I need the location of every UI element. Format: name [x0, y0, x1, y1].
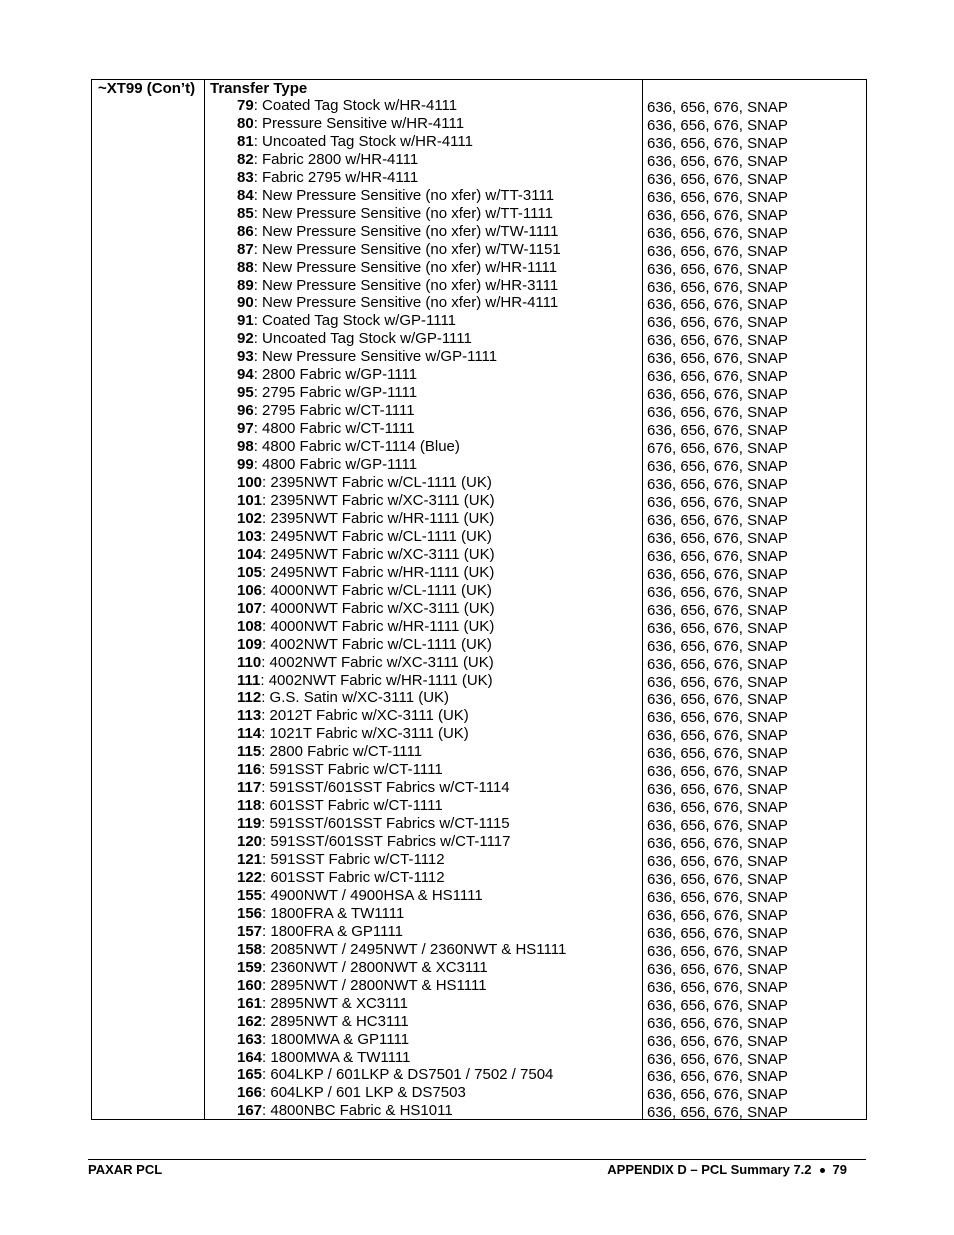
transfer-type-item: [237, 277, 566, 295]
models-value: 636, 656, 676, SNAP: [647, 942, 788, 960]
transfer-type-number: 159: [237, 958, 263, 976]
transfer-type-item: [237, 1013, 566, 1031]
transfer-type-description: : Coated Tag Stock w/HR-4111: [253, 97, 458, 114]
transfer-type-description: : Uncoated Tag Stock w/GP-1111: [253, 330, 472, 348]
transfer-type-item: [237, 97, 566, 115]
transfer-type-description: : G.S. Satin w/XC-3111 (UK): [261, 689, 450, 707]
transfer-type-description: : Pressure Sensitive w/HR-4111: [253, 114, 465, 132]
transfer-type-number: 121: [237, 851, 263, 869]
transfer-type-number: 99: [237, 456, 254, 474]
models-value: 636, 656, 676, SNAP: [647, 835, 788, 853]
transfer-type-item: [237, 294, 566, 312]
column-divider: [204, 80, 205, 1119]
models-value: 636, 656, 676, SNAP: [647, 583, 788, 601]
transfer-type-number: 83: [237, 168, 254, 186]
transfer-type-description: : New Pressure Sensitive (no xfer) w/TT-1111: [253, 204, 553, 222]
transfer-type-number: 89: [237, 276, 254, 294]
transfer-type-number: 92: [237, 330, 254, 348]
transfer-type-description: : 1021T Fabric w/XC-3111 (UK): [261, 725, 469, 743]
transfer-type-number: 91: [237, 312, 254, 330]
models-value: 636, 656, 676, SNAP: [647, 709, 788, 727]
transfer-type-description: : 591SST/601SST Fabrics w/CT-1115: [261, 815, 510, 833]
models-value: 636, 656, 676, SNAP: [647, 170, 788, 188]
models-value: 636, 656, 676, SNAP: [647, 224, 788, 242]
footer-right: [607, 1162, 847, 1177]
models-value: 676, 656, 676, SNAP: [647, 440, 788, 458]
transfer-type-description: : 601SST Fabric w/CT-1112: [262, 868, 445, 886]
models-value: 636, 656, 676, SNAP: [647, 134, 788, 152]
models-value: 636, 656, 676, SNAP: [647, 278, 788, 296]
transfer-type-number: 158: [237, 940, 263, 958]
bullet-icon: [820, 1168, 825, 1173]
transfer-type-item: [237, 725, 566, 743]
transfer-type-number: 112: [237, 689, 262, 707]
transfer-type-description: : 2800 Fabric w/GP-1111: [253, 366, 418, 384]
transfer-type-item: [237, 420, 566, 438]
transfer-type-item: [237, 169, 566, 187]
transfer-type-item: [237, 959, 566, 977]
transfer-type-item: [237, 133, 566, 151]
models-value: 636, 656, 676, SNAP: [647, 350, 788, 368]
models-value: 636, 656, 676, SNAP: [647, 368, 788, 386]
transfer-type-number: 101: [237, 491, 263, 509]
models-value: 636, 656, 676, SNAP: [647, 978, 788, 996]
transfer-type-number: 107: [237, 599, 263, 617]
transfer-type-number: 109: [237, 635, 263, 653]
transfer-type-number: 97: [237, 420, 254, 438]
models-value: 636, 656, 676, SNAP: [647, 817, 788, 835]
models-value: 636, 656, 676, SNAP: [647, 404, 788, 422]
transfer-type-number: 96: [237, 402, 254, 420]
models-value: 636, 656, 676, SNAP: [647, 1086, 788, 1104]
transfer-type-number: 118: [237, 797, 262, 815]
transfer-type-item: [237, 923, 566, 941]
page-number: 79: [832, 1162, 847, 1177]
transfer-type-description: : New Pressure Sensitive (no xfer) w/HR-4111: [253, 294, 559, 312]
transfer-type-description: : Coated Tag Stock w/GP-1111: [253, 312, 457, 330]
transfer-type-item: [237, 1102, 566, 1120]
transfer-type-description: : New Pressure Sensitive (no xfer) w/HR-3111: [253, 276, 559, 294]
transfer-type-description: : 4800 Fabric w/CT-1114 (Blue): [253, 438, 460, 456]
transfer-type-description: : 591SST Fabric w/CT-1111: [261, 761, 443, 779]
transfer-type-description: : 1800FRA & GP1111: [262, 922, 403, 940]
transfer-type-number: 162: [237, 1012, 263, 1030]
transfer-type-number: 94: [237, 366, 254, 384]
transfer-type-item: [237, 618, 566, 636]
models-value: 636, 656, 676, SNAP: [647, 296, 788, 314]
transfer-type-number: 157: [237, 922, 263, 940]
transfer-type-item: [237, 600, 566, 618]
models-value: 636, 656, 676, SNAP: [647, 458, 788, 476]
transfer-type-number: 122: [237, 868, 263, 886]
transfer-type-number: 119: [237, 815, 262, 833]
transfer-type-number: 86: [237, 222, 254, 240]
transfer-type-description: : 4800 Fabric w/GP-1111: [253, 456, 418, 474]
transfer-type-number: 115: [237, 743, 262, 761]
transfer-type-number: 111: [237, 671, 261, 689]
models-value: 636, 656, 676, SNAP: [647, 781, 788, 799]
transfer-type-number: 166: [237, 1084, 263, 1102]
summary-table: [91, 79, 867, 1120]
transfer-type-item: [237, 205, 566, 223]
transfer-type-description: : 4002NWT Fabric w/CL-1111 (UK): [262, 635, 492, 653]
transfer-type-description: : 2495NWT Fabric w/CL-1111 (UK): [262, 527, 492, 545]
transfer-type-item: [237, 348, 566, 366]
transfer-type-number: 80: [237, 114, 254, 132]
models-value: 636, 656, 676, SNAP: [647, 727, 788, 745]
transfer-type-number: 102: [237, 509, 263, 527]
transfer-type-item: [237, 456, 566, 474]
transfer-type-description: : New Pressure Sensitive (no xfer) w/TW-1151: [253, 240, 561, 258]
transfer-type-number: 95: [237, 384, 254, 402]
models-value: 636, 656, 676, SNAP: [647, 529, 788, 547]
transfer-type-number: 114: [237, 725, 262, 743]
transfer-type-description: : Uncoated Tag Stock w/HR-4111: [253, 132, 473, 150]
models-list: [647, 99, 788, 1122]
transfer-type-number: 120: [237, 833, 263, 851]
transfer-type-number: 113: [237, 707, 262, 725]
transfer-type-description: : 4000NWT Fabric w/XC-3111 (UK): [262, 599, 495, 617]
models-value: 636, 656, 676, SNAP: [647, 691, 788, 709]
transfer-type-number: 117: [237, 779, 262, 797]
models-value: 636, 656, 676, SNAP: [647, 655, 788, 673]
transfer-type-number: 90: [237, 294, 254, 312]
models-value: 636, 656, 676, SNAP: [647, 960, 788, 978]
transfer-type-number: 100: [237, 474, 263, 492]
transfer-type-description: : New Pressure Sensitive w/GP-1111: [253, 348, 498, 366]
models-value: 636, 656, 676, SNAP: [647, 152, 788, 170]
transfer-type-item: [237, 384, 566, 402]
transfer-type-description: : 4002NWT Fabric w/XC-3111 (UK): [261, 653, 494, 671]
transfer-type-description: : 1800MWA & TW1111: [262, 1048, 411, 1066]
transfer-type-heading: Transfer Type: [210, 80, 308, 97]
models-value: 636, 656, 676, SNAP: [647, 888, 788, 906]
column-divider: [642, 80, 643, 1119]
transfer-type-description: : 2795 Fabric w/CT-1111: [253, 402, 415, 420]
models-value: 636, 656, 676, SNAP: [647, 1032, 788, 1050]
transfer-type-number: 164: [237, 1048, 263, 1066]
models-value: 636, 656, 676, SNAP: [647, 906, 788, 924]
transfer-type-item: [237, 187, 566, 205]
transfer-type-item: [237, 546, 566, 564]
models-value: 636, 656, 676, SNAP: [647, 314, 788, 332]
transfer-type-item: [237, 887, 566, 905]
models-value: 636, 656, 676, SNAP: [647, 637, 788, 655]
transfer-type-item: [237, 492, 566, 510]
transfer-type-number: 165: [237, 1066, 263, 1084]
transfer-type-item: [237, 743, 566, 761]
transfer-type-item: [237, 223, 566, 241]
transfer-type-number: 110: [237, 653, 262, 671]
transfer-type-number: 160: [237, 976, 263, 994]
transfer-type-item: [237, 474, 566, 492]
transfer-type-item: [237, 654, 566, 672]
transfer-type-description: : 2895NWT & HC3111: [262, 1012, 409, 1030]
transfer-type-item: [237, 564, 566, 582]
transfer-type-number: 104: [237, 545, 263, 563]
transfer-type-item: [237, 366, 566, 384]
transfer-type-description: : 2395NWT Fabric w/XC-3111 (UK): [262, 491, 495, 509]
transfer-type-item: [237, 977, 566, 995]
transfer-type-item: [237, 869, 566, 887]
transfer-type-item: [237, 995, 566, 1013]
transfer-type-description: : 2800 Fabric w/CT-1111: [261, 743, 423, 761]
transfer-type-item: [237, 815, 566, 833]
transfer-type-number: 103: [237, 527, 263, 545]
transfer-type-item: [237, 1066, 566, 1084]
transfer-type-description: : 4900NWT / 4900HSA & HS1111: [262, 886, 483, 904]
transfer-type-description: : 2495NWT Fabric w/XC-3111 (UK): [262, 545, 495, 563]
transfer-type-description: : 604LKP / 601LKP & DS7501 / 7502 / 7504: [262, 1066, 554, 1084]
transfer-type-number: 82: [237, 150, 254, 168]
models-value: 636, 656, 676, SNAP: [647, 996, 788, 1014]
transfer-type-description: : 2795 Fabric w/GP-1111: [253, 384, 418, 402]
models-value: 636, 656, 676, SNAP: [647, 332, 788, 350]
transfer-type-number: 161: [237, 994, 263, 1012]
transfer-type-item: [237, 636, 566, 654]
models-value: 636, 656, 676, SNAP: [647, 763, 788, 781]
transfer-type-description: : 4800NBC Fabric & HS1011: [262, 1102, 453, 1120]
models-value: 636, 656, 676, SNAP: [647, 188, 788, 206]
transfer-type-description: : 4002NWT Fabric w/HR-1111 (UK): [260, 671, 493, 689]
models-value: 636, 656, 676, SNAP: [647, 799, 788, 817]
footer-rule: [88, 1159, 866, 1160]
transfer-type-description: : Fabric 2795 w/HR-4111: [253, 168, 419, 186]
transfer-type-list: [237, 97, 566, 1120]
models-value: 636, 656, 676, SNAP: [647, 870, 788, 888]
models-value: 636, 656, 676, SNAP: [647, 924, 788, 942]
transfer-type-description: : 2360NWT / 2800NWT & XC3111: [262, 958, 488, 976]
transfer-type-item: [237, 689, 566, 707]
transfer-type-description: : 591SST Fabric w/CT-1112: [262, 851, 445, 869]
transfer-type-description: : 2495NWT Fabric w/HR-1111 (UK): [262, 563, 495, 581]
models-value: 636, 656, 676, SNAP: [647, 1014, 788, 1032]
transfer-type-description: : 591SST/601SST Fabrics w/CT-1117: [262, 833, 511, 851]
models-value: 636, 656, 676, SNAP: [647, 99, 788, 116]
models-value: 636, 656, 676, SNAP: [647, 386, 788, 404]
transfer-type-number: 155: [237, 886, 263, 904]
transfer-type-number: 98: [237, 438, 254, 456]
transfer-type-item: [237, 941, 566, 959]
transfer-type-item: [237, 582, 566, 600]
transfer-type-number: 79: [237, 97, 254, 114]
transfer-type-description: : New Pressure Sensitive (no xfer) w/TT-3111: [253, 186, 555, 204]
transfer-type-number: 156: [237, 904, 263, 922]
transfer-type-item: [237, 151, 566, 169]
models-value: 636, 656, 676, SNAP: [647, 476, 788, 494]
transfer-type-number: 163: [237, 1030, 263, 1048]
transfer-type-item: [237, 851, 566, 869]
transfer-type-description: : 591SST/601SST Fabrics w/CT-1114: [261, 779, 510, 797]
transfer-type-description: : 601SST Fabric w/CT-1111: [261, 797, 443, 815]
footer-section-title: APPENDIX D – PCL Summary 7.2: [607, 1162, 812, 1177]
transfer-type-item: [237, 528, 566, 546]
transfer-type-number: 81: [237, 132, 254, 150]
models-value: 636, 656, 676, SNAP: [647, 619, 788, 637]
models-value: 636, 656, 676, SNAP: [647, 1068, 788, 1086]
transfer-type-item: [237, 779, 566, 797]
transfer-type-item: [237, 1084, 566, 1102]
transfer-type-item: [237, 510, 566, 528]
transfer-type-number: 84: [237, 186, 254, 204]
transfer-type-item: [237, 259, 566, 277]
transfer-type-description: : 1800FRA & TW1111: [262, 904, 405, 922]
models-value: 636, 656, 676, SNAP: [647, 493, 788, 511]
transfer-type-number: 87: [237, 240, 254, 258]
transfer-type-number: 105: [237, 563, 263, 581]
transfer-type-description: : New Pressure Sensitive (no xfer) w/TW-1111: [253, 222, 559, 240]
transfer-type-number: 106: [237, 581, 263, 599]
models-value: 636, 656, 676, SNAP: [647, 853, 788, 871]
transfer-type-item: [237, 402, 566, 420]
transfer-type-item: [237, 797, 566, 815]
transfer-type-number: 88: [237, 258, 254, 276]
transfer-type-description: : 4800 Fabric w/CT-1111: [253, 420, 415, 438]
models-value: 636, 656, 676, SNAP: [647, 511, 788, 529]
transfer-type-item: [237, 330, 566, 348]
transfer-type-item: [237, 1049, 566, 1067]
transfer-type-item: [237, 707, 566, 725]
transfer-type-item: [237, 905, 566, 923]
transfer-type-description: : New Pressure Sensitive (no xfer) w/HR-1111: [253, 258, 558, 276]
transfer-type-item: [237, 241, 566, 259]
transfer-type-item: [237, 115, 566, 133]
transfer-type-description: : 2012T Fabric w/XC-3111 (UK): [261, 707, 469, 725]
transfer-type-item: [237, 833, 566, 851]
transfer-type-description: : 2395NWT Fabric w/HR-1111 (UK): [262, 509, 495, 527]
transfer-type-description: : 604LKP / 601 LKP & DS7503: [262, 1084, 466, 1102]
transfer-type-number: 167: [237, 1102, 263, 1120]
models-value: 636, 656, 676, SNAP: [647, 745, 788, 763]
models-value: 636, 656, 676, SNAP: [647, 206, 788, 224]
transfer-type-number: 116: [237, 761, 262, 779]
command-cell: ~XT99 (Con’t): [98, 80, 196, 97]
models-value: 636, 656, 676, SNAP: [647, 242, 788, 260]
models-value: 636, 656, 676, SNAP: [647, 260, 788, 278]
transfer-type-description: : 1800MWA & GP1111: [262, 1030, 410, 1048]
transfer-type-description: : 2395NWT Fabric w/CL-1111 (UK): [262, 474, 492, 492]
models-value: 636, 656, 676, SNAP: [647, 116, 788, 134]
transfer-type-number: 108: [237, 617, 263, 635]
transfer-type-description: : 2895NWT / 2800NWT & HS1111: [262, 976, 487, 994]
transfer-type-number: 85: [237, 204, 254, 222]
models-value: 636, 656, 676, SNAP: [647, 673, 788, 691]
models-value: 636, 656, 676, SNAP: [647, 422, 788, 440]
footer-left: PAXAR PCL: [88, 1162, 163, 1177]
models-value: 636, 656, 676, SNAP: [647, 565, 788, 583]
transfer-type-description: : 2895NWT & XC3111: [262, 994, 408, 1012]
transfer-type-item: [237, 1031, 566, 1049]
models-value: 636, 656, 676, SNAP: [647, 547, 788, 565]
transfer-type-item: [237, 761, 566, 779]
transfer-type-description: : 4000NWT Fabric w/CL-1111 (UK): [262, 581, 492, 599]
transfer-type-description: : 2085NWT / 2495NWT / 2360NWT & HS1111: [262, 940, 567, 958]
transfer-type-item: [237, 672, 566, 690]
transfer-type-description: : Fabric 2800 w/HR-4111: [253, 150, 419, 168]
models-value: 636, 656, 676, SNAP: [647, 601, 788, 619]
models-value: 636, 656, 676, SNAP: [647, 1104, 788, 1122]
transfer-type-item: [237, 312, 566, 330]
transfer-type-number: 93: [237, 348, 254, 366]
transfer-type-item: [237, 438, 566, 456]
transfer-type-description: : 4000NWT Fabric w/HR-1111 (UK): [262, 617, 495, 635]
models-value: 636, 656, 676, SNAP: [647, 1050, 788, 1068]
